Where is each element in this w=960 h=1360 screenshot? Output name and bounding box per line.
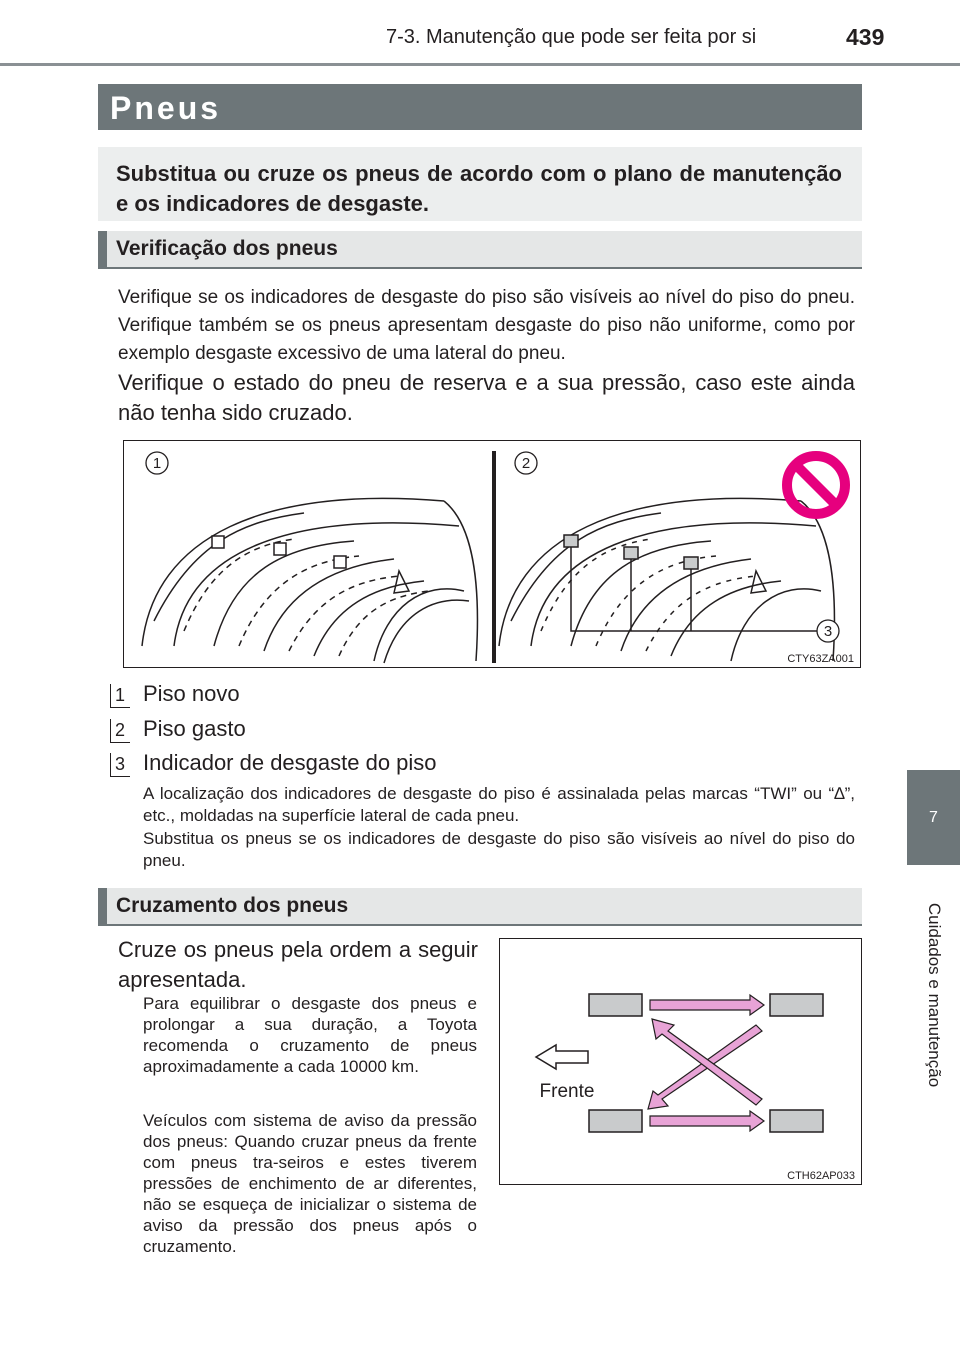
section-heading-rotation xyxy=(98,888,862,926)
chapter-label xyxy=(917,880,951,1110)
tire-rear-right xyxy=(770,1110,823,1132)
check-paragraph-1: Verifique se os indicadores de desgaste do piso são visíveis ao nível do piso do pneu. Verifique também se os pneus apresentam desgaste do piso não uniforme, como por exemplo desgaste excessivo de uma lateral do pneu. xyxy=(118,287,855,364)
worn-tread-tyre xyxy=(499,498,834,661)
page-title: Pneus xyxy=(110,90,222,126)
page-number: 439 xyxy=(846,24,885,50)
page-title-bar xyxy=(98,84,862,130)
header-rule xyxy=(0,63,960,66)
chapter-tab: 7 xyxy=(907,770,960,865)
rotation-note-1: Para equilibrar o desgaste dos pneus e prolongar a sua duração, a Toyota recomenda o cruzamento de pneus aproximadamente a cada 10000 km. xyxy=(143,994,477,1076)
legend-number-2: 2 xyxy=(110,719,130,743)
intro-box xyxy=(98,147,862,221)
tire-front-left xyxy=(589,994,642,1016)
front-label: Frente xyxy=(539,1081,595,1102)
callout-3-label: 3 xyxy=(823,623,833,640)
figure-code-2: CTH62AP033 xyxy=(787,1170,855,1182)
rotation-figure xyxy=(499,938,862,1185)
legend-item-2: Piso gasto xyxy=(143,716,246,741)
tire-rear-left xyxy=(589,1110,642,1132)
callout-2-label: 2 xyxy=(521,455,531,472)
tire-front-right xyxy=(770,994,823,1016)
wear-indicator-note-1: A localização dos indicadores de desgaste do piso é assinalada pelas marcas “TWI” ou “∆”, etc., moldadas na superfície lateral de cada pneu. xyxy=(143,784,855,825)
section-heading-check-text: Verificação dos pneus xyxy=(116,237,338,260)
rotation-note-2: Veículos com sistema de aviso da pressão dos pneus: Quando cruzar pneus da frente com pneus tra-seiros e estes tiverem pressões de enchimento de ar diferentes, não se esqueça de inicializar o sistema de aviso da pressão dos pneus após o cruzamento. xyxy=(143,1111,477,1256)
legend-number-1: 1 xyxy=(110,684,130,708)
rotation-diagram xyxy=(500,939,861,1184)
front-direction-arrow xyxy=(536,1045,588,1069)
prohibited-icon xyxy=(787,456,845,514)
rotation-lead: Cruze os pneus pela ordem a seguir apresentada. xyxy=(118,937,478,992)
section-heading-check xyxy=(98,231,862,269)
rotation-arrow-top xyxy=(650,995,764,1015)
tread-wear-figure xyxy=(123,440,861,668)
chapter-label-text: Cuidados e manutenção xyxy=(925,902,944,1088)
running-header-section: 7-3. Manutenção que pode ser feita por si xyxy=(386,26,757,48)
tread-wear-illustration xyxy=(124,441,860,667)
legend-item-3: Indicador de desgaste do piso xyxy=(143,750,437,775)
callout-1-label: 1 xyxy=(152,455,162,472)
rotation-arrow-bottom xyxy=(650,1111,764,1131)
legend-item-1: Piso novo xyxy=(143,681,240,706)
wear-indicator-note-2: Substitua os pneus se os indicadores de desgaste do piso são visíveis ao nível do piso do pneu. xyxy=(143,829,855,870)
new-tread-tyre xyxy=(142,498,477,663)
legend-number-3: 3 xyxy=(110,753,130,777)
intro-text: Substitua ou cruze os pneus de acordo com o plano de manutenção e os indicadores de desgaste. xyxy=(116,161,842,216)
check-paragraph-2: Verifique o estado do pneu de reserva e a sua pressão, caso este ainda não tenha sido cruzado. xyxy=(118,370,855,425)
section-heading-rotation-text: Cruzamento dos pneus xyxy=(116,894,349,917)
figure-code-1: CTY63ZA001 xyxy=(787,653,854,665)
